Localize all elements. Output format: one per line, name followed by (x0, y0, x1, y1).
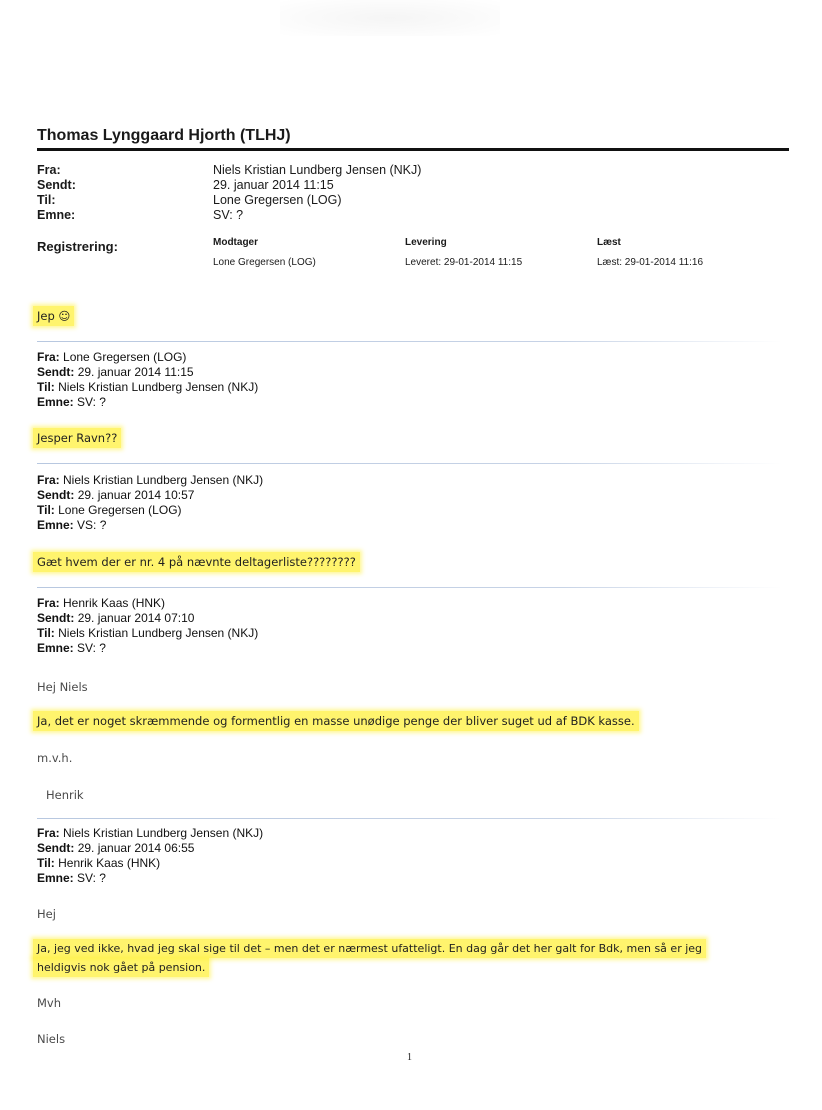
message-from: Fra: Lone Gregersen (LOG) (37, 350, 187, 364)
message-greeting: Hej Niels (37, 680, 88, 694)
header-from-value: Niels Kristian Lundberg Jensen (NKJ) (213, 163, 422, 177)
message-to: Til: Henrik Kaas (HNK) (37, 856, 161, 870)
header-to-value: Lone Gregersen (LOG) (213, 193, 342, 207)
highlighted-text: Gæt hvem der er nr. 4 på nævnte deltagerliste???????? (33, 552, 360, 572)
message-from: Fra: Niels Kristian Lundberg Jensen (NKJ) (37, 826, 264, 840)
message-body (37, 714, 639, 728)
registration-recipient-value: Lone Gregersen (LOG) (213, 257, 316, 268)
message-subject: Emne: SV: ? (37, 641, 106, 655)
message-to: Til: Niels Kristian Lundberg Jensen (NKJ) (37, 380, 259, 394)
highlighted-text: heldigvis nok gået på pension. (33, 958, 209, 977)
highlighted-text: Ja, jeg ved ikke, hvad jeg skal sige til det – men det er nærmest ufatteligt. En dag går det her galt for Bdk, men så er jeg (33, 939, 706, 958)
registration-delivery-head: Levering (405, 237, 447, 248)
message-signature: Henrik (46, 788, 84, 802)
page-number: 1 (407, 1052, 412, 1063)
document-title: Thomas Lynggaard Hjorth (TLHJ) (37, 127, 291, 144)
message-greeting: Hej (37, 907, 56, 921)
highlighted-text: Jep ☺ (33, 306, 74, 326)
message-body (37, 309, 74, 323)
scan-artifact (280, 0, 500, 36)
message-separator (37, 818, 782, 819)
message-body (37, 942, 706, 955)
message-body-continued (37, 961, 209, 974)
message-separator (37, 463, 782, 464)
header-subject-value: SV: ? (213, 208, 244, 222)
registration-recipient-head: Modtager (213, 237, 258, 248)
message-body (37, 555, 360, 569)
message-sent: Sendt: 29. januar 2014 07:10 (37, 611, 195, 625)
registration-label: Registrering: (37, 239, 118, 254)
message-from: Fra: Henrik Kaas (HNK) (37, 596, 166, 610)
header-from-label: Fra: (37, 163, 61, 177)
highlighted-text: Jesper Ravn?? (33, 428, 121, 448)
message-sent: Sendt: 29. januar 2014 11:15 (37, 365, 194, 379)
message-body (37, 431, 121, 445)
message-to: Til: Niels Kristian Lundberg Jensen (NKJ) (37, 626, 259, 640)
message-closing: Mvh (37, 996, 62, 1010)
message-subject: Emne: SV: ? (37, 395, 106, 409)
header-sent-label: Sendt: (37, 178, 76, 192)
message-signature: Niels (37, 1032, 66, 1046)
message-closing: m.v.h. (37, 751, 73, 765)
message-from: Fra: Niels Kristian Lundberg Jensen (NKJ) (37, 473, 264, 487)
message-sent: Sendt: 29. januar 2014 10:57 (37, 488, 195, 502)
registration-read-head: Læst (597, 237, 621, 248)
message-subject: Emne: VS: ? (37, 518, 107, 532)
registration-read-value: Læst: 29-01-2014 11:16 (597, 257, 704, 268)
header-sent-value: 29. januar 2014 11:15 (213, 178, 334, 192)
registration-delivery-value: Leveret: 29-01-2014 11:15 (405, 257, 523, 268)
message-to: Til: Lone Gregersen (LOG) (37, 503, 182, 517)
header-to-label: Til: (37, 193, 56, 207)
message-separator (37, 341, 782, 342)
title-rule (37, 148, 789, 151)
message-sent: Sendt: 29. januar 2014 06:55 (37, 841, 195, 855)
message-subject: Emne: SV: ? (37, 871, 106, 885)
highlighted-text: Ja, det er noget skræmmende og formentlig en masse unødige penge der bliver suget ud af BDK kasse. (33, 711, 639, 731)
message-separator (37, 587, 782, 588)
header-subject-label: Emne: (37, 208, 76, 222)
